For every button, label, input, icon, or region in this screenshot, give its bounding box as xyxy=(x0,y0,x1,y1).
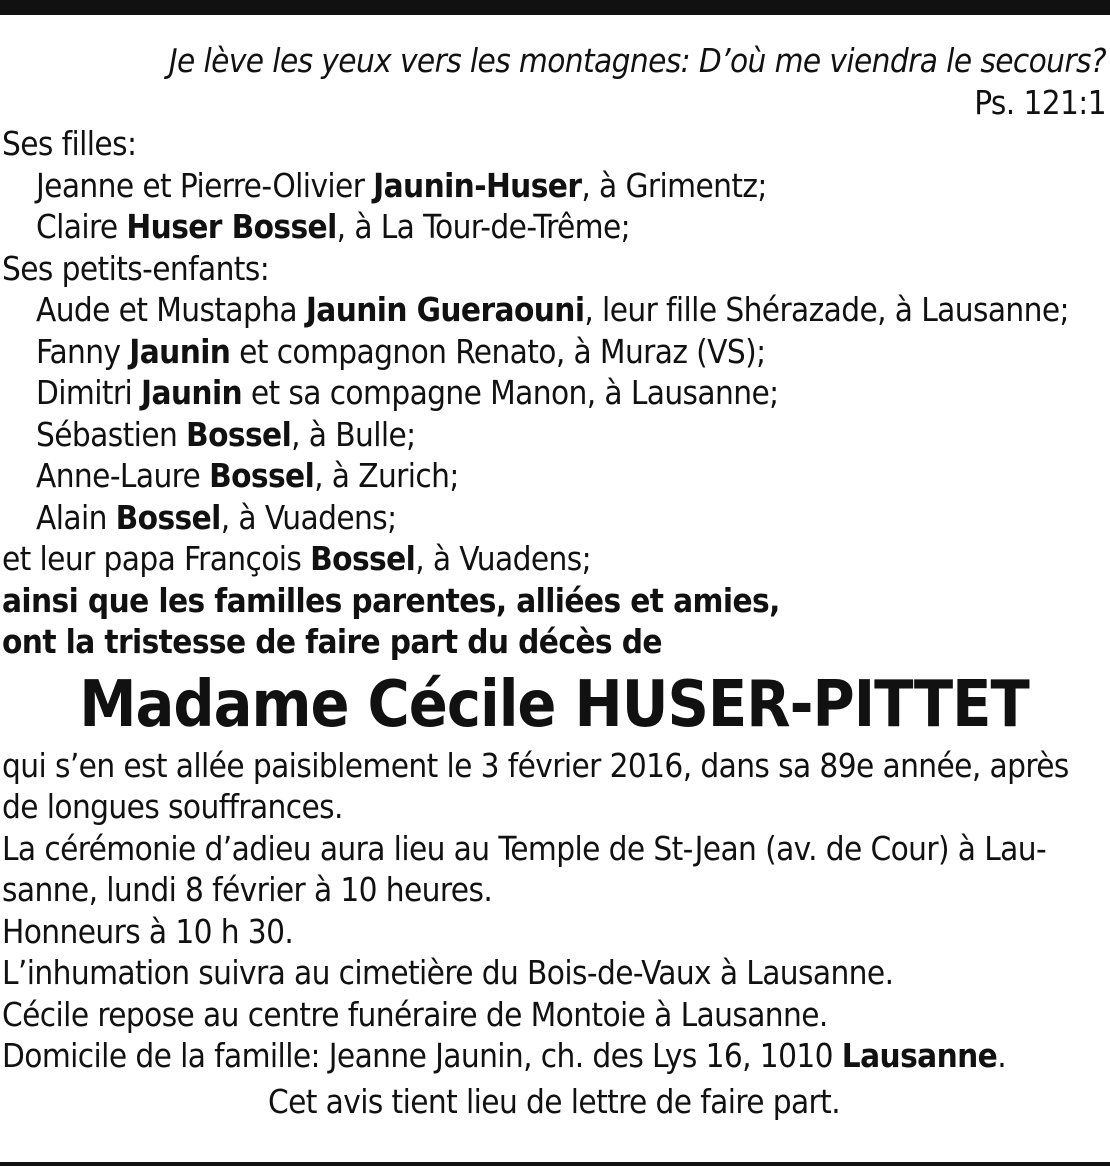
daughters-heading: Ses filles: xyxy=(2,124,137,163)
family-line: Anne-Laure Bossel, à Zurich; xyxy=(36,456,459,495)
family-line: Fanny Jaunin et compagnon Renato, à Muraz (VS); xyxy=(36,331,766,371)
detail-line: L’inhumation suivra au cimetière du Bois-de-Vaux à Lausanne. xyxy=(2,953,894,992)
obituary-notice xyxy=(2,40,1106,1122)
detail-line: Cécile repose au centre funéraire de Montoie à Lausanne. xyxy=(2,994,828,1034)
detail-line: sanne, lundi 8 février à 10 heures. xyxy=(2,870,493,909)
family-line: Aude et Mustapha Jaunin Gueraouni, leur fille Shérazade, à Lausanne; xyxy=(36,290,1069,329)
detail-line: qui s’en est allée paisiblement le 3 février 2016, dans sa 89e année, après xyxy=(2,745,1069,785)
verse-reference: Ps. 121:1 xyxy=(974,82,1106,122)
families-line: ainsi que les familles parentes, alliées et amies, xyxy=(2,580,780,620)
domicile-line: Domicile de la famille: Jeanne Jaunin, ch. des Lys 16, 1010 Lausanne. xyxy=(2,1036,1007,1075)
family-line: Alain Bossel, à Vuadens; xyxy=(36,497,397,537)
top-rule xyxy=(0,0,1110,15)
family-line: Sébastien Bossel, à Bulle; xyxy=(36,414,416,454)
detail-line: de longues souffrances. xyxy=(2,787,343,826)
bible-verse: Je lève les yeux vers les montagnes: D’où me viendra le secours? xyxy=(168,41,1106,80)
closing-note: Cet avis tient lieu de lettre de faire part. xyxy=(267,1081,841,1121)
family-line: Claire Huser Bossel, à La Tour-de-Trême; xyxy=(36,207,631,246)
papa-line: et leur papa François Bossel, à Vuadens; xyxy=(2,539,592,578)
bottom-rule xyxy=(0,1162,1110,1166)
grandchildren-heading: Ses petits-enfants: xyxy=(2,248,270,288)
announce-line: ont la tristesse de faire part du décès de xyxy=(2,622,662,661)
detail-line: Honneurs à 10 h 30. xyxy=(2,911,294,951)
family-line: Jeanne et Pierre-Olivier Jaunin-Huser, à Grimentz; xyxy=(36,165,767,205)
detail-line: La cérémonie d’adieu aura lieu au Temple de St-Jean (av. de Cour) à Lau- xyxy=(2,828,1047,868)
deceased-name: Madame Cécile HUSER-PITTET xyxy=(79,667,1029,742)
family-line: Dimitri Jaunin et sa compagne Manon, à Lausanne; xyxy=(36,373,779,412)
